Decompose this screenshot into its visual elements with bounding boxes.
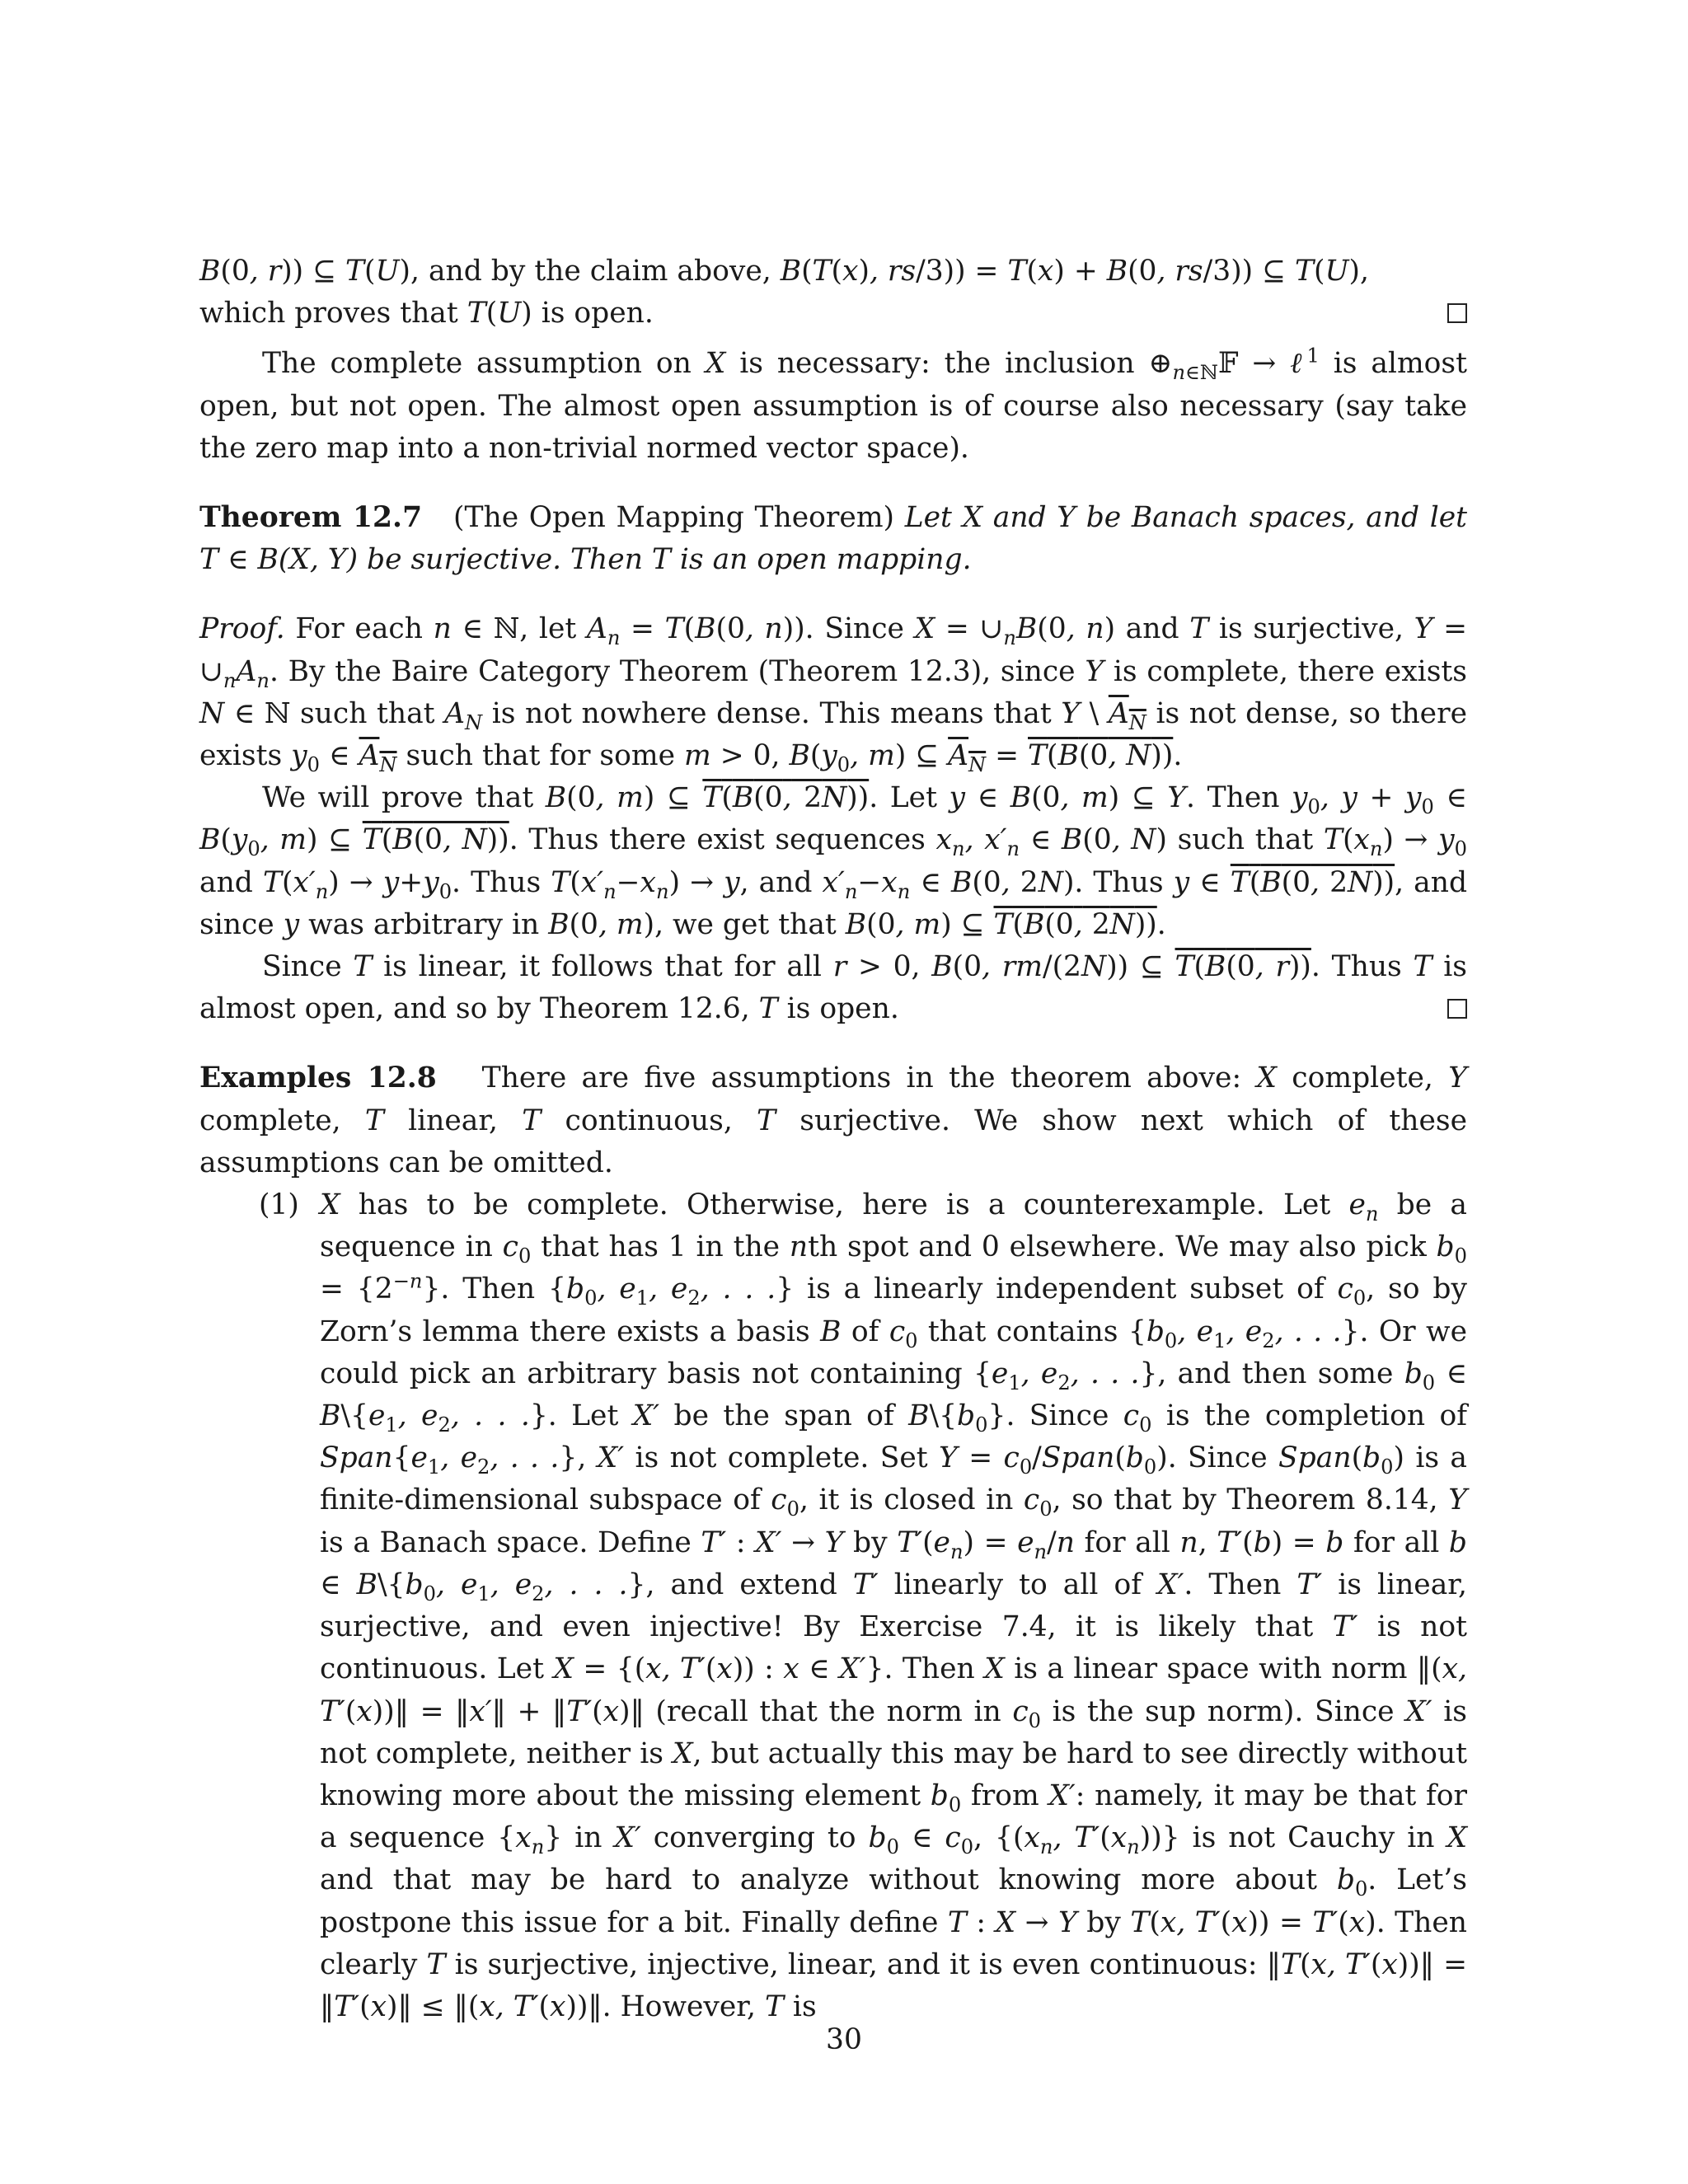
theorem-label: Theorem 12.7 — [199, 501, 423, 535]
document-page — [199, 251, 1467, 2028]
paragraph-proof-end: B(0, r)) ⊆ T(U), and by the claim above, B(T(x), rs/3)) = T(x) + B(0, rs/3)) ⊆ T(U), which proves that T(U) is open. — [199, 251, 1467, 335]
theorem-name: (The Open Mapping Theorem) — [453, 501, 895, 535]
theorem-12-7: Theorem 12.7 (The Open Mapping Theorem) Let X and Y be Banach spaces, and let T ∈ B(X, Y) be surjective. Then T is an open mapping. — [199, 501, 1468, 577]
examples-12-8: Examples 12.8 There are five assumptions in the theorem above: X complete, Y complete, T linear, T continuous, T surjective. We show next which of these assumptions can be omitted. — [199, 1062, 1468, 1179]
proof-paragraph-2: We will prove that B(0, m) ⊆ T(B(0, 2N)). Let y ∈ B(0, m) ⊆ Y. Then $y_0$, $y + y_0$ ∈ $B(y_0$, m) ⊆ T(B(0, N)). Thus there exist sequences $x_n$, $x'_n$ ∈ B(0, N) such that $T(x_n) \to y_0$ and $T(x'_n) \to y+y_0$. Thus $T(x'_n-x_n) \to y$, and $x'_n-x_n$ ∈ B(0, 2N). Thus y ∈ T(B(0, 2N)), and since y was arbitrary in B(0, m), we get that B(0, m) ⊆ T(B(0, 2N)). — [199, 781, 1468, 941]
proof-paragraph-1: Proof. For each n ∈ ℕ, let $A_n = T(B(0$, n)). Since $X = \cup_nB(0$, n) and T is surjective, $Y = \cup_nA_n$. By the Baire Category Theorem (Theorem 12.3), since Y is complete, there exists N ∈ ℕ such that $A_N$ is not nowhere dense. This means that Y \ $A_N$ is not dense, so there exists $y_0$ ∈ $A_N$ such that for some m > 0, $B(y_0$, m) ⊆ $A_N = T(B(0$, N)). — [199, 612, 1468, 776]
proof-paragraph-3: Since T is linear, it follows that for all r > 0, B(0, rm/(2N)) ⊆ T(B(0, r)). Thus T is almost open, and so by Theorem 12.6, T is open. — [199, 950, 1467, 1026]
qed-square-icon — [1447, 303, 1467, 323]
qed-square-icon — [1447, 999, 1467, 1019]
enum-item-text: X has to be complete. Otherwise, here is a counterexample. Let $e_n$ be a sequence in $c_0$ that has 1 in the nth spot and 0 elsewhere. We may also pick $b_0 = \{2^{-n}\}$. Then {$b_0$, $e_1$, $e_2$, . . .} is a linearly independent subset of $c_0$, so by Zorn’s lemma there exists a basis B of $c_0$ that contains {$b_0$, $e_1$, $e_2$, . . .}. Or we could pick an arbitrary basis not containing {$e_1$, $e_2$, . . .}, and then some $b_0$ ∈ $B\backslash\{e_1$, $e_2$, . . .}. Let X′ be the span of $B\backslash\{b_0\}$. Since $c_0$ is the completion of $Span\{e_1$, $e_2$, . . .}, X′ is not complete. Set $Y = c_0/Span(b_0)$. Since $Span(b_0)$ is a finite-dimensional subspace of $c_0$, it is closed in $c_0$, so that by Theorem 8.14, Y is a Banach space. Define T′ : X′ → Y by $T'(e_n) = e_n/n$ for all n, T′(b) = b for all b ∈ $B\backslash\{b_0$, $e_1$, $e_2$, . . .}, and extend T′ linearly to all of X′. Then T′ is linear, surjective, and even injective! By Exercise 7.4, it is likely that T′ is not continuous. Let X = {(x, T′(x)) : x ∈ X′}. Then X is a linear space with norm ‖(x, T′(x))‖ = ‖x′‖ + ‖T′(x)‖ (recall that the norm in $c_0$ is the sup norm). Since X′ is not complete, neither is X, but actually this may be hard to see directly without knowing more about the missing element $b_0$ from X′: namely, it may be that for a sequence $\{x_n\}$ in X′ converging to $b_0$ ∈ $c_0$, {($x_n$, $T'(x_n)$)} is not Cauchy in X and that may be hard to analyze without knowing more about $b_0$. Let’s postpone this issue for a bit. Finally define T : X → Y by T(x, T′(x)) = T′(x). Then clearly T is surjective, injective, linear, and it is even continuous: ‖T(x, T′(x))‖ = ‖T′(x)‖ ≤ ‖(x, T′(x))‖. However, T is — [320, 1188, 1468, 2023]
proof-label: Proof. — [199, 612, 285, 646]
examples-label: Examples 12.8 — [199, 1062, 437, 1095]
enum-label: (1) — [259, 1188, 299, 1222]
enum-item-1 — [199, 1184, 1467, 2028]
paragraph-remark: The complete assumption on X is necessary: the inclusion $\oplus_{n\in ℕ}𝔽$ → ℓ$^1$ is almost open, but not open. The almost open assumption is of course also necessary (say take the zero map into a non-trivial normed vector space). — [199, 344, 1467, 465]
page-number: 30 — [826, 2023, 862, 2056]
